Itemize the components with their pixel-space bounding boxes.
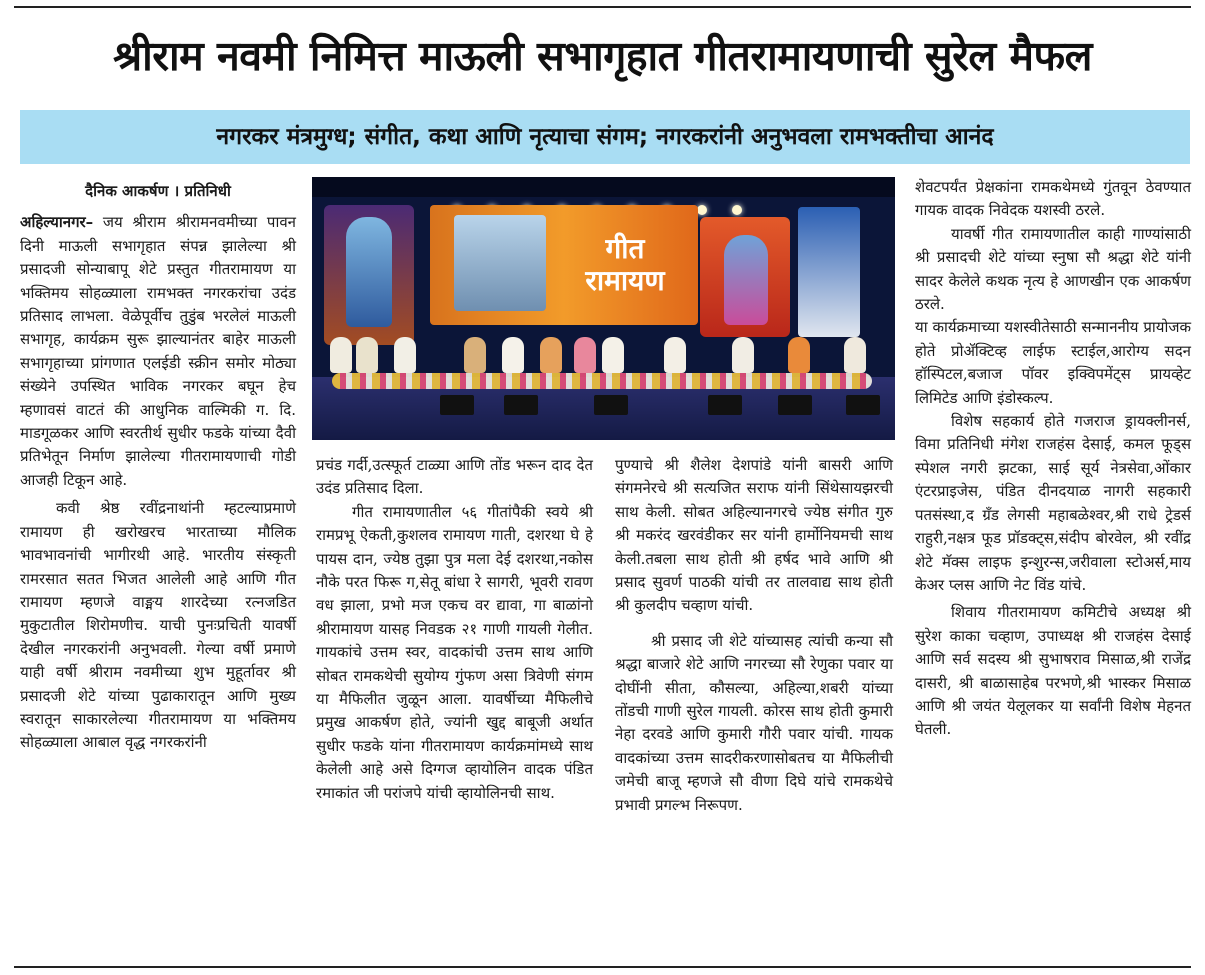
bottom-rule: [14, 966, 1191, 968]
article-paragraph: कवी श्रेष्ठ रवींद्रनाथांनी म्हटल्याप्रमाणे रामायण ही खरोखरच भारताच्या मौलिक भावभावनांची भागीरथी आहे. भारतीय संस्कृती रामरसात सतत भिजत आलेली आहे आणि गीत रामायण म्हणजे वाङ्मय शारदेच्या रत्नजडित मुकुटातील शिरोमणीच. याची पुनःप्रचिती यावर्षी देखील नगरकरांनी अनुभवली. गेल्या वर्षी प्रमाणे याही वर्षी श्रीराम नवमीच्या शुभ मुहूर्तावर श्री प्रसादजी शेटे यांच्या पुढाकारातून आणि मुख्य स्वरातून साकारलेल्या गीतरामायण या भक्तिमय सोहळ्याला आबाल वृद्ध नगरकरांनी: [20, 499, 296, 752]
flower-decoration: [332, 373, 872, 389]
article-column-2: [316, 454, 593, 805]
speaker: [594, 395, 628, 415]
speaker: [708, 395, 742, 415]
lighting-truss: [312, 177, 895, 197]
speaker: [440, 395, 474, 415]
speaker: [846, 395, 880, 415]
article-headline: श्रीराम नवमी निमित्त माऊली सभागृहात गीतरामायणाची सुरेल मैफल: [113, 32, 1092, 80]
article-paragraph: शिवाय गीतरामायण कमिटीचे अध्यक्ष श्री सुरेश काका चव्हाण, उपाध्यक्ष श्री राजहंस देसाई आणि सर्व सदस्य श्री सुभाषराव मिसाळ,श्री राजेंद्र दासरी, श्री बाळासाहेब परभणे,श्री भास्कर मिसाळ आणि श्री जयंत येलूलकर या सर्वांनी विशेष मेहनत घेतली.: [915, 603, 1191, 739]
article-paragraph: शेवटपर्यंत प्रेक्षकांना रामकथेमध्ये गुंतवून ठेवण्यात गायक वादक निवेदक यशस्वी ठरले.: [915, 178, 1191, 220]
speaker: [504, 395, 538, 415]
article-paragraph: प्रचंड गर्दी,उत्स्फूर्त टाळ्या आणि तोंड भरून दाद देत उदंड प्रतिसाद दिला.: [316, 456, 593, 498]
article-paragraph: [20, 211, 296, 492]
article-paragraph: या कार्यक्रमाच्या यशस्वीतेसाठी सन्माननीय प्रायोजक होते प्रोॲक्टिव्ह लाईफ स्टाईल,आरोग्य सदन हॉस्पिटल,बजाज पॉवर इक्विपमेंट्स प्रायव्हेट लिमिटेड आणि इंडोस्कल्प.: [915, 318, 1191, 407]
stage-screen: [430, 205, 698, 325]
ram-banner: [324, 205, 414, 345]
article-column-4: [915, 176, 1191, 742]
hanuman-banner: [700, 217, 790, 337]
paragraph-text: जय श्रीराम श्रीरामनवमीच्या पावन दिनी माऊली सभागृहात संपन्न झालेल्या श्री प्रसादजी सोन्याबापू शेटे प्रस्तुत गीतरामायण या भक्तिमय सोहळ्याला रामभक्त नगरकरांचा उदंड प्रतिसाद लाभला. वेळेपूर्वीच तुडुंब भरलेलं माऊली सभागृह, कार्यक्रम सुरू झाल्यानंतर बाहेर माऊली सभागृहाच्या प्रांगणात एलईडी स्क्रीन समोर मोठ्या संख्येने उपस्थित भाविक नगरकर बघून हेच म्हणावसं वाटतं की आधुनिक वाल्मिकी ग. दि. माडगूळकर आणि स्वरतीर्थ सुधीर फडके यांच्या दैवी प्रतिभेतून निर्माण झालेल्या गीतरामायणाची गोडी आजही टिकून आहे.: [20, 213, 296, 489]
screen-artwork: [454, 215, 546, 311]
article-paragraph: पुण्याचे श्री शैलेश देशपांडे यांनी बासरी आणि संगमनेरचे श्री सत्यजित सराफ यांनी सिंथेसायझरची साथ केली. सोबत अहिल्यानगरचे ज्येष्ठ संगीत गुरु श्री मकरंद खरवंडीकर सर यांनी हार्मोनियमची साथ केली.तबला साथ होती श्री हर्षद भावे आणि श्री प्रसाद सुवर्ण पाठकी यांची तर तालवाद्य साथ होती श्री कुलदीप चव्हाण यांची.: [615, 456, 893, 615]
dateline: अहिल्यानगर–: [20, 213, 94, 232]
article-column-3: [615, 454, 893, 817]
article-paragraph: श्री प्रसाद जी शेटे यांच्यासह त्यांची कन्या सौ श्रद्धा बाजारे शेटे आणि नगरच्या सौ रेणुका पवार या दोघींनी सीता, कौसल्या, अहिल्या,शबरी यांच्या तोंडची गाणी सुरेल गायली. कोरस साथ होती कुमारी नेहा दरवडे आणि कुमारी गौरी पवार यांची. गायक वादकांच्या उत्तम सादरीकरणासोबतच या मैफिलीची जमेची बाजू म्हणजे सौ वीणा दिघे यांचे रामकथेचे प्रभावी प्रगल्भ निरूपण.: [615, 631, 893, 814]
article-paragraph: यावर्षी गीत रामायणातील काही गाण्यांसाठी श्री प्रसादची शेटे यांच्या स्नुषा सौ श्रद्धा शेटे यांनी सादर केलेले कथक नृत्य हे आणखीन एक आकर्षण ठरले.: [915, 224, 1191, 314]
screen-title: गीत रामायण: [585, 232, 665, 297]
article-subheadline: नगरकर मंत्रमुग्ध; संगीत, कथा आणि नृत्याचा संगम; नगरकरांनी अनुभवला रामभक्तीचा आनंद: [20, 110, 1190, 164]
sponsor-banner: [798, 207, 860, 337]
event-photo: [312, 177, 895, 440]
article-column-1: [20, 180, 296, 755]
top-rule: [14, 6, 1191, 8]
speaker: [778, 395, 812, 415]
article-paragraph: विशेष सहकार्य होते गजराज ड्रायक्लीनर्स, विमा प्रतिनिधी मंगेश राजहंस देसाई, कमल फूड्स स्पेशल नगरी झटका, साई सूर्य नेत्रसेवा,ओंकार एंटरप्राइजेस, पंडित दीनदयाळ नागरी सहकारी पतसंस्था,द ग्रँड लेगसी महाबळेश्वर,श्री राधे ट्रेडर्स राहुरी,नक्षत्र फूड प्रॉडक्ट्स,संदीप बोरवेल, श्री रवींद्र शेटे मॅक्स लाइफ इन्शुरन्स,जरीवाला स्टोअर्स,माय केअर प्लस आणि नेट विंड यांचे.: [915, 412, 1191, 594]
article-paragraph: गीत रामायणातील ५६ गीतांपैकी स्वये श्री रामप्रभू ऐकती,कुशलव रामायण गाती, दशरथा घे हे पायस दान, ज्येष्ठ तुझा पुत्र मला देई दशरथा,नकोस नौके परत फिरू ग,सेतू बांधा रे सागरी, भूवरी रावण वध झाला, प्रभो मज एकच वर द्यावा, गा बाळांनो श्रीरामायण यासह निवडक २१ गाणी गायली गेलीत. गायकांचे उत्तम स्वर, वादकांची उत्तम साथ आणि सोबत रामकथेची सुयोग्य गुंफण असा त्रिवेणी संगम या मैफिलीत जुळून आला. यावर्षीच्या मैफिलीचे प्रमुख आकर्षण होते, ज्यांनी खुद्द बाबूजी अर्थात सुधीर फडके यांना गीतरामायण कार्यक्रमांमध्ये साथ केलेली आहे असे दिग्गज व्हायोलिन वादक पंडित रमाकांत जी परांजपे यांची व्हायोलिनची साथ.: [316, 502, 593, 802]
article-byline: दैनिक आकर्षण । प्रतिनिधी: [85, 182, 231, 200]
